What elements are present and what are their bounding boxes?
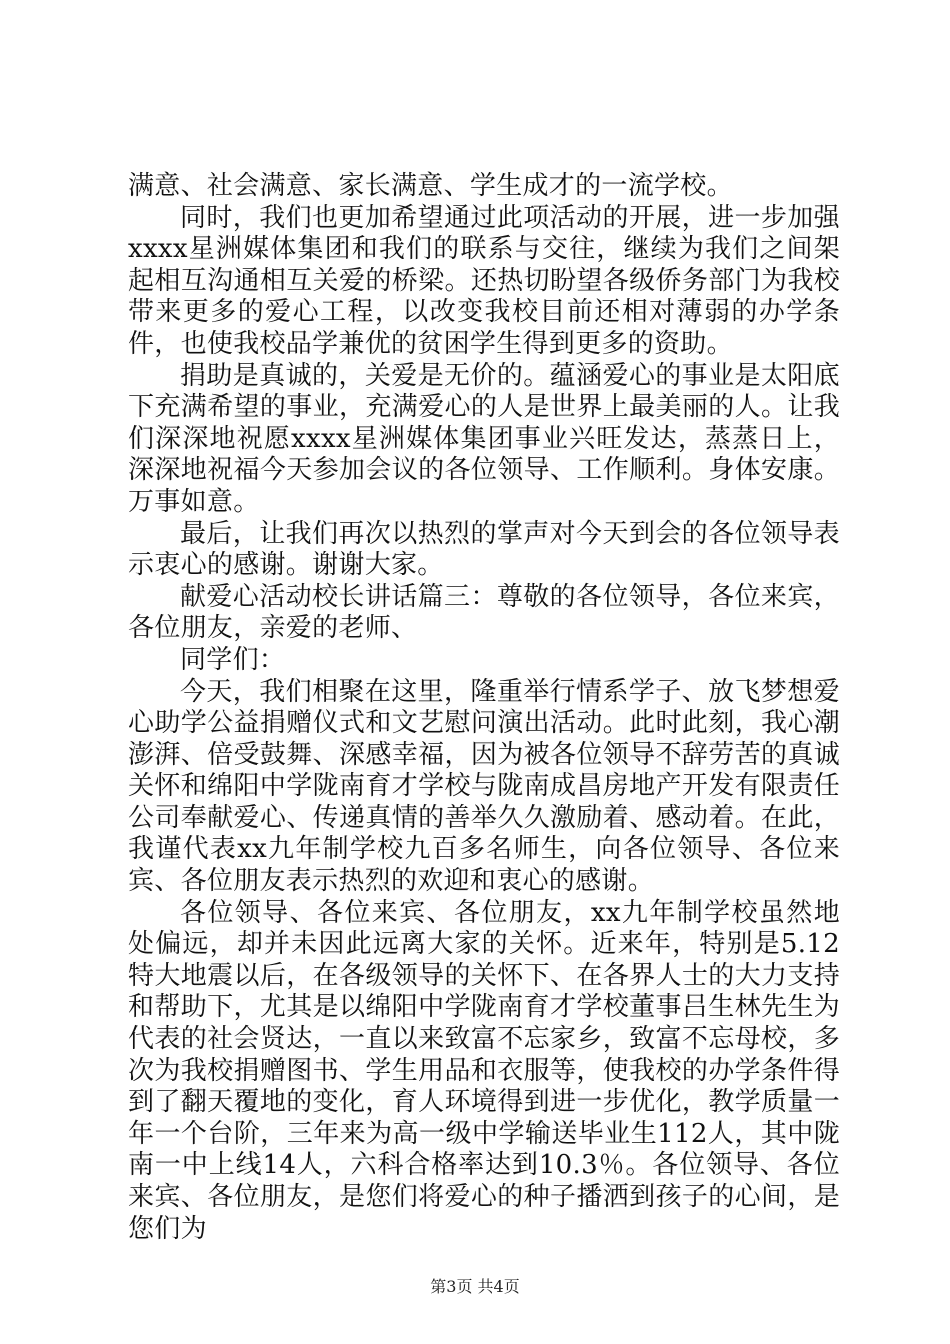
paragraph-8: 各位领导、各位来宾、各位朋友，xx九年制学校虽然地处偏远，却并未因此远离大家的关怀。近来年，特别是5.12特大地震以后，在各级领导的关怀下、在各界人士的大力支持和帮助下，尤其是以绵阳中学陇南育才学校董事吕生林先生为代表的社会贤达，一直以来致富不忘家乡，致富不忘母校，多次为我校捐赠图书、学生用品和衣服等，使我校的办学条件得到了翻天覆地的变化，育人环境得到进一步优化，教学质量一年一个台阶，三年来为高一级中学输送毕业生112人，其中陇南一中上线14人，六科合格率达到10.3％。各位领导、各位来宾、各位朋友，是您们将爱心的种子播洒到孩子的心间，是您们为: [128, 897, 840, 1244]
paragraph-5: 献爱心活动校长讲话篇三：尊敬的各位领导，各位来宾，各位朋友，亲爱的老师、: [128, 581, 840, 644]
page-footer: 第3页 共4页: [430, 1277, 520, 1296]
paragraph-7: 今天，我们相聚在这里，隆重举行情系学子、放飞梦想爱心助学公益捐赠仪式和文艺慰问演出活动。此时此刻，我心潮澎湃、倍受鼓舞、深感幸福，因为被各位领导不辞劳苦的真诚关怀和绵阳中学陇南育才学校与陇南成昌房地产开发有限责任公司奉献爱心、传递真情的善举久久激励着、感动着。在此，我谨代表xx九年制学校九百多名师生，向各位领导、各位来宾、各位朋友表示热烈的欢迎和衷心的感谢。: [128, 676, 840, 897]
document-body: [128, 171, 840, 1245]
paragraph-4: 最后，让我们再次以热烈的掌声对今天到会的各位领导表示衷心的感谢。谢谢大家。: [128, 518, 840, 581]
paragraph-3: 捐助是真诚的，关爱是无价的。蕴涵爱心的事业是太阳底下充满希望的事业，充满爱心的人是世界上最美丽的人。让我们深深地祝愿xxxx星洲媒体集团事业兴旺发达，蒸蒸日上，深深地祝福今天参加会议的各位领导、工作顺利。身体安康。万事如意。: [128, 360, 840, 517]
paragraph-6: 同学们：: [180, 644, 286, 675]
paragraph-2: 同时，我们也更加希望通过此项活动的开展，进一步加强xxxx星洲媒体集团和我们的联系与交往，继续为我们之间架起相互沟通相互关爱的桥梁。还热切盼望各级侨务部门为我校带来更多的爱心工程，以改变我校目前还相对薄弱的办学条件，也使我校品学兼优的贫困学生得到更多的资助。: [128, 202, 840, 359]
paragraph-1: 满意、社会满意、家长满意、学生成才的一流学校。: [128, 171, 733, 201]
